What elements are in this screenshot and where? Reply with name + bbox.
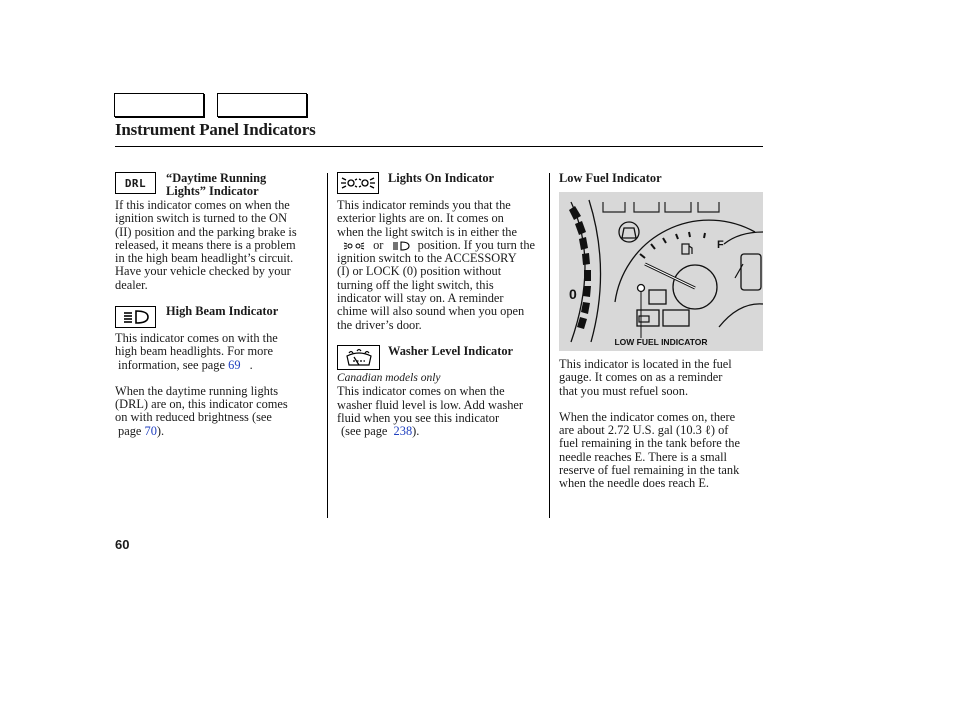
drl-icon-text: DRL: [124, 176, 147, 190]
figure-caption: LOW FUEL INDICATOR: [614, 337, 708, 347]
washer-level-icon: [337, 345, 380, 370]
page-link-238[interactable]: 238: [393, 424, 413, 439]
nav-button-1[interactable]: [114, 93, 204, 117]
washer-level-icon-graphic: [343, 348, 375, 368]
column-divider-1: [327, 173, 328, 518]
headlights-icon: [392, 241, 410, 251]
text-line: This indicator comes on with the: [115, 331, 278, 345]
fuel-gauge-figure: [559, 192, 763, 351]
text-line: the driver’s door.: [337, 317, 422, 332]
text-line: ignition switch to the ACCESSORY: [337, 251, 517, 266]
low-fuel-description: [559, 358, 764, 491]
text-line: This indicator reminds you that the: [337, 198, 511, 212]
page-title: Instrument Panel Indicators: [115, 120, 316, 139]
or-text: or: [373, 237, 384, 252]
text-line: washer fluid level is low. Add washer: [337, 397, 524, 412]
text-line: chime will also sound when you open: [337, 304, 525, 319]
text-line: when the needle does reach E.: [559, 476, 709, 491]
washer-heading: Washer Level Indicator: [388, 344, 514, 358]
low-fuel-heading: Low Fuel Indicator: [559, 171, 662, 185]
column-divider-2: [549, 173, 550, 518]
high-beam-heading: High Beam Indicator: [166, 304, 279, 318]
high-beam-description: [115, 332, 325, 438]
parking-lights-icon: [343, 241, 365, 251]
page-link-69[interactable]: 69: [228, 357, 241, 372]
text-line: on with reduced brightness (see: [115, 410, 272, 425]
see-prefix: (see page: [341, 424, 388, 439]
text-line: This indicator is located in the fuel: [559, 357, 732, 371]
text-line: (DRL) are on, this indicator comes: [115, 397, 288, 412]
info-suffix: .: [249, 357, 253, 372]
text-line: ignition switch is turned to the ON: [115, 211, 288, 226]
text-line: high beam headlights. For more: [115, 344, 273, 359]
position-text: position. If you turn the: [417, 237, 536, 252]
gauge-f-label: F: [717, 239, 724, 251]
lights-on-description: [337, 199, 547, 332]
text-line: that you must refuel soon.: [559, 383, 689, 398]
high-beam-icon-graphic: [121, 309, 151, 325]
canadian-note: Canadian models only: [337, 372, 441, 384]
nav-button-2[interactable]: [217, 93, 307, 117]
drl-heading-line: “Daytime Running: [166, 171, 267, 185]
text-line: [115, 425, 325, 438]
fuel-gauge-illustration: [559, 192, 763, 351]
gauge-zero-label: 0: [569, 286, 577, 302]
text-line: Have your vehicle checked by your: [115, 264, 291, 279]
page-link-70[interactable]: 70: [144, 423, 157, 438]
drl-heading-line: Lights” Indicator: [166, 184, 259, 199]
lights-on-icon: [337, 172, 379, 194]
drl-heading: [166, 172, 321, 199]
text-line: indicator will stay on. A reminder: [337, 291, 504, 306]
text-line: when the light switch is in either the: [337, 224, 517, 239]
drl-indicator-icon: [115, 172, 156, 194]
info-prefix: information, see page: [118, 357, 226, 372]
page-suffix: ).: [156, 423, 165, 438]
high-beam-icon: [115, 306, 156, 328]
page-prefix: page: [118, 423, 142, 438]
text-line: (II) position and the parking brake is: [115, 224, 297, 239]
text-line: When the indicator comes on, there: [559, 409, 736, 424]
text-line: fluid when you see this indicator: [337, 410, 500, 425]
text-line: [337, 239, 547, 252]
text-line: [337, 425, 547, 438]
text-line: When the daytime running lights: [115, 383, 279, 398]
title-rule: [115, 146, 763, 147]
text-line: turning off the light switch, this: [337, 277, 494, 292]
see-suffix: ).: [412, 424, 420, 439]
page-number: 60: [115, 537, 130, 552]
washer-description: [337, 372, 547, 438]
text-line: fuel remaining in the tank before the: [559, 436, 740, 451]
text-line: needle reaches E. There is a small: [559, 449, 727, 464]
lights-on-heading: Lights On Indicator: [388, 171, 495, 185]
text-line: exterior lights are on. It comes on: [337, 211, 504, 226]
text-line: released, it means there is a problem: [115, 237, 296, 252]
lights-on-icon-graphic: [340, 175, 376, 191]
text-line: are about 2.72 U.S. gal (10.3 ℓ) of: [559, 423, 729, 438]
drl-description: [115, 199, 325, 292]
text-line: dealer.: [115, 277, 148, 292]
text-line: reserve of fuel remaining in the tank: [559, 463, 740, 478]
text-line: in the high beam headlight’s circuit.: [115, 251, 294, 266]
text-line: If this indicator comes on when the: [115, 198, 290, 212]
text-line: This indicator comes on when the: [337, 384, 505, 399]
text-line: [115, 359, 325, 372]
text-line: (I) or LOCK (0) position without: [337, 264, 502, 279]
text-line: gauge. It comes on as a reminder: [559, 370, 723, 385]
